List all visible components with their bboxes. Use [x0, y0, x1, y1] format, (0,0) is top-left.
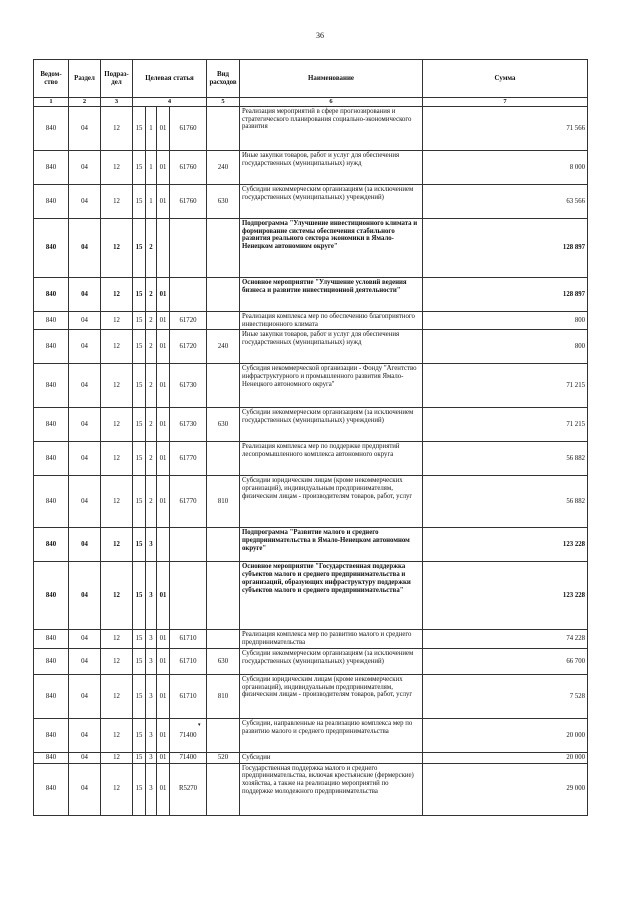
cell-tselevaya-program: 15 — [133, 185, 146, 219]
col-number: 7 — [423, 98, 588, 107]
table-row — [34, 107, 588, 151]
cell-tselevaya-activity: 01 — [157, 630, 170, 648]
cell-podrazdel: 12 — [101, 674, 133, 718]
cell-podrazdel: 12 — [101, 330, 133, 364]
cell-tselevaya-direction — [170, 528, 207, 562]
table-row — [34, 364, 588, 408]
cell-tselevaya-direction: 61720 — [170, 312, 207, 330]
cell-naimenovanie: Подпрограмма "Улучшение инвестиционного климата и формирование системы обеспечения стабильного развития реального сектора экономики в Ямало-Ненецком автономном округе" — [240, 219, 423, 278]
cell-vid-raskhodov — [207, 312, 240, 330]
cell-razdel: 04 — [69, 648, 101, 674]
cell-tselevaya-subprogram: 3 — [146, 562, 157, 630]
cell-vid-raskhodov — [207, 107, 240, 151]
cell-tselevaya-program: 15 — [133, 219, 146, 278]
cell-podrazdel: 12 — [101, 107, 133, 151]
cell-tselevaya-program: 15 — [133, 718, 146, 752]
cell-summa: 20 000 — [423, 752, 588, 763]
cell-podrazdel: 12 — [101, 278, 133, 312]
cell-vedomstvo: 840 — [34, 476, 69, 528]
cell-vedomstvo: 840 — [34, 442, 69, 476]
cell-tselevaya-direction: 61760 — [170, 107, 207, 151]
page-number: 36 — [316, 31, 324, 40]
cell-tselevaya-program: 15 — [133, 278, 146, 312]
cell-razdel: 04 — [69, 718, 101, 752]
cell-vid-raskhodov — [207, 278, 240, 312]
cell-tselevaya-program: 15 — [133, 763, 146, 815]
cell-razdel: 04 — [69, 763, 101, 815]
cell-naimenovanie: Реализация комплекса мер по развитию малого и среднего предпринимательства — [240, 630, 423, 648]
cell-tselevaya-program: 15 — [133, 107, 146, 151]
cell-vedomstvo: 840 — [34, 752, 69, 763]
cell-razdel: 04 — [69, 528, 101, 562]
cell-razdel: 04 — [69, 442, 101, 476]
header-naimenovanie: Наименование — [240, 60, 423, 98]
cell-vid-raskhodov — [207, 718, 240, 752]
cell-summa: 56 882 — [423, 476, 588, 528]
cell-tselevaya-direction: 61710 — [170, 648, 207, 674]
cell-vid-raskhodov: 240 — [207, 330, 240, 364]
cell-tselevaya-subprogram: 1 — [146, 185, 157, 219]
cell-summa: 63 566 — [423, 185, 588, 219]
cell-summa: 8 000 — [423, 151, 588, 185]
cell-vid-raskhodov — [207, 562, 240, 630]
cell-vid-raskhodov: 630 — [207, 185, 240, 219]
cell-vedomstvo: 840 — [34, 408, 69, 442]
cell-tselevaya-direction: 61710 — [170, 630, 207, 648]
cell-vedomstvo: 840 — [34, 151, 69, 185]
cell-tselevaya-activity: 01 — [157, 151, 170, 185]
cell-vedomstvo: 840 — [34, 528, 69, 562]
cell-naimenovanie: Государственная поддержка малого и среднего предпринимательства, включая крестьянские (фермерские) хозяйства, а также на реализацию мероприятий по поддержке молодежного предпринимательства — [240, 763, 423, 815]
cell-podrazdel: 12 — [101, 528, 133, 562]
cell-vedomstvo: 840 — [34, 312, 69, 330]
cell-tselevaya-activity: 01 — [157, 648, 170, 674]
cell-vid-raskhodov: 810 — [207, 476, 240, 528]
cell-tselevaya-subprogram: 3 — [146, 630, 157, 648]
cell-summa: 128 897 — [423, 219, 588, 278]
cell-tselevaya-direction: 61760 — [170, 185, 207, 219]
cell-tselevaya-activity: 01 — [157, 442, 170, 476]
cell-podrazdel: 12 — [101, 763, 133, 815]
cell-tselevaya-direction: 61730 — [170, 364, 207, 408]
cell-tselevaya-program: 15 — [133, 528, 146, 562]
cell-tselevaya-program: 15 — [133, 364, 146, 408]
cell-vedomstvo: 840 — [34, 364, 69, 408]
cell-razdel: 04 — [69, 408, 101, 442]
cell-podrazdel: 12 — [101, 312, 133, 330]
col-number: 2 — [69, 98, 101, 107]
header-vid-raskhodov: Вид расходов — [207, 60, 240, 98]
cell-vedomstvo: 840 — [34, 219, 69, 278]
cell-tselevaya-direction: 71400 — [170, 752, 207, 763]
cell-summa: 71 566 — [423, 107, 588, 151]
cell-tselevaya-subprogram: 2 — [146, 312, 157, 330]
table-row — [34, 185, 588, 219]
cell-vedomstvo: 840 — [34, 107, 69, 151]
table-row — [34, 528, 588, 562]
cell-podrazdel: 12 — [101, 364, 133, 408]
cell-tselevaya-subprogram: 3 — [146, 648, 157, 674]
cell-tselevaya-activity: 01 — [157, 752, 170, 763]
table-row — [34, 476, 588, 528]
cell-tselevaya-activity: 01 — [157, 674, 170, 718]
cell-vedomstvo: 840 — [34, 185, 69, 219]
header-tselevaya-statya: Целевая статья — [133, 60, 207, 98]
cell-tselevaya-direction: 71400 — [170, 718, 207, 752]
cell-podrazdel: 12 — [101, 219, 133, 278]
col-number: 5 — [207, 98, 240, 107]
cell-tselevaya-activity: 01 — [157, 185, 170, 219]
cell-razdel: 04 — [69, 107, 101, 151]
header-summa: Сумма — [423, 60, 588, 98]
col-number: 4 — [133, 98, 207, 107]
cell-vid-raskhodov — [207, 219, 240, 278]
cell-tselevaya-activity — [157, 219, 170, 278]
cell-tselevaya-subprogram: 3 — [146, 752, 157, 763]
scan-mark: ▾ — [198, 723, 201, 728]
cell-tselevaya-program: 15 — [133, 630, 146, 648]
cell-tselevaya-program: 15 — [133, 151, 146, 185]
cell-tselevaya-direction — [170, 278, 207, 312]
cell-tselevaya-program: 15 — [133, 442, 146, 476]
cell-naimenovanie: Реализация комплекса мер по поддержке предприятий лесопромышленного комплекса автономного округа — [240, 442, 423, 476]
cell-vid-raskhodov: 520 — [207, 752, 240, 763]
col-number: 3 — [101, 98, 133, 107]
cell-summa: 29 000 — [423, 763, 588, 815]
cell-naimenovanie: Субсидии — [240, 752, 423, 763]
cell-razdel: 04 — [69, 219, 101, 278]
cell-tselevaya-activity — [157, 528, 170, 562]
cell-naimenovanie: Иные закупки товаров, работ и услуг для обеспечения государственных (муниципальных) нужд — [240, 151, 423, 185]
cell-naimenovanie: Субсидия некоммерческой организации - Фонду "Агентство инфраструктурного и промышленного развития Ямало-Ненецкого автономного округа" — [240, 364, 423, 408]
cell-tselevaya-activity: 01 — [157, 562, 170, 630]
cell-naimenovanie: Субсидии некоммерческим организациям (за исключением государственных (муниципальных) учреждений) — [240, 648, 423, 674]
cell-podrazdel: 12 — [101, 630, 133, 648]
cell-tselevaya-activity: 01 — [157, 408, 170, 442]
cell-podrazdel: 12 — [101, 648, 133, 674]
cell-razdel: 04 — [69, 752, 101, 763]
cell-summa: 128 897 — [423, 278, 588, 312]
cell-vid-raskhodov: 240 — [207, 151, 240, 185]
column-number-row — [34, 98, 588, 107]
table-row — [34, 718, 588, 752]
cell-tselevaya-activity: 01 — [157, 476, 170, 528]
cell-naimenovanie: Реализация мероприятий в сфере прогнозирования и стратегического планирования социально-экономического развития — [240, 107, 423, 151]
table-row — [34, 562, 588, 630]
cell-vid-raskhodov: 630 — [207, 408, 240, 442]
table-row — [34, 219, 588, 278]
cell-razdel: 04 — [69, 312, 101, 330]
cell-podrazdel: 12 — [101, 442, 133, 476]
cell-summa: 56 882 — [423, 442, 588, 476]
header-vedomstvo: Ведом-ство — [34, 60, 69, 98]
cell-tselevaya-program: 15 — [133, 674, 146, 718]
cell-tselevaya-subprogram: 3 — [146, 718, 157, 752]
cell-podrazdel: 12 — [101, 718, 133, 752]
cell-razdel: 04 — [69, 630, 101, 648]
cell-tselevaya-subprogram: 3 — [146, 528, 157, 562]
cell-tselevaya-subprogram: 2 — [146, 476, 157, 528]
cell-naimenovanie: Подпрограмма "Развитие малого и среднего предпринимательства в Ямало-Ненецком автономном округе" — [240, 528, 423, 562]
header-razdel: Раздел — [69, 60, 101, 98]
cell-naimenovanie: Основное мероприятие "Государственная поддержка субъектов малого и среднего предпринимательства и организаций, образующих инфраструктуру поддержки субъектов малого и среднего предпринимательства" — [240, 562, 423, 630]
header-row — [34, 60, 588, 98]
cell-tselevaya-direction — [170, 219, 207, 278]
cell-razdel: 04 — [69, 330, 101, 364]
cell-summa: 7 528 — [423, 674, 588, 718]
cell-naimenovanie: Субсидии юридическим лицам (кроме некоммерческих организаций), индивидуальным предпринимателям, физическим лицам - производителям товаров, работ, услуг — [240, 674, 423, 718]
cell-razdel: 04 — [69, 278, 101, 312]
cell-naimenovanie: Основное мероприятие "Улучшение условий ведения бизнеса и развитие инвестиционной деятельности" — [240, 278, 423, 312]
table-row — [34, 278, 588, 312]
table-row — [34, 763, 588, 815]
cell-vedomstvo: 840 — [34, 648, 69, 674]
cell-podrazdel: 12 — [101, 408, 133, 442]
cell-summa: 123 228 — [423, 528, 588, 562]
cell-tselevaya-direction: 61770 — [170, 476, 207, 528]
cell-vid-raskhodov — [207, 364, 240, 408]
header-podrazdel: Подраз-дел — [101, 60, 133, 98]
cell-summa: 66 700 — [423, 648, 588, 674]
table-row — [34, 312, 588, 330]
cell-tselevaya-activity: 01 — [157, 718, 170, 752]
cell-vedomstvo: 840 — [34, 330, 69, 364]
cell-podrazdel: 12 — [101, 752, 133, 763]
cell-naimenovanie: Реализация комплекса мер по обеспечению благоприятного инвестиционного климата — [240, 312, 423, 330]
cell-summa: 800 — [423, 312, 588, 330]
cell-tselevaya-direction: 61760 — [170, 151, 207, 185]
table-row — [34, 442, 588, 476]
cell-tselevaya-activity: 01 — [157, 364, 170, 408]
cell-tselevaya-direction: 61770 — [170, 442, 207, 476]
cell-tselevaya-subprogram: 3 — [146, 763, 157, 815]
cell-vid-raskhodov — [207, 763, 240, 815]
cell-tselevaya-program: 15 — [133, 752, 146, 763]
col-number: 1 — [34, 98, 69, 107]
cell-vid-raskhodov — [207, 630, 240, 648]
cell-tselevaya-direction: 61720 — [170, 330, 207, 364]
cell-tselevaya-subprogram: 2 — [146, 278, 157, 312]
cell-summa: 800 — [423, 330, 588, 364]
cell-tselevaya-activity: 01 — [157, 107, 170, 151]
cell-tselevaya-program: 15 — [133, 312, 146, 330]
cell-summa: 74 228 — [423, 630, 588, 648]
table-row — [34, 752, 588, 763]
cell-naimenovanie: Субсидии некоммерческим организациям (за исключением государственных (муниципальных) учреждений) — [240, 408, 423, 442]
cell-razdel: 04 — [69, 364, 101, 408]
cell-tselevaya-subprogram: 2 — [146, 330, 157, 364]
cell-naimenovanie: Субсидии некоммерческим организациям (за исключением государственных (муниципальных) учреждений) — [240, 185, 423, 219]
cell-tselevaya-program: 15 — [133, 330, 146, 364]
col-number: 6 — [240, 98, 423, 107]
table-row — [34, 674, 588, 718]
cell-tselevaya-activity: 01 — [157, 330, 170, 364]
cell-tselevaya-program: 15 — [133, 476, 146, 528]
table-row — [34, 151, 588, 185]
cell-razdel: 04 — [69, 185, 101, 219]
cell-summa: 123 228 — [423, 562, 588, 630]
cell-vedomstvo: 840 — [34, 278, 69, 312]
cell-tselevaya-direction: R5270 — [170, 763, 207, 815]
cell-tselevaya-direction: 61730 — [170, 408, 207, 442]
table-row — [34, 408, 588, 442]
cell-razdel: 04 — [69, 674, 101, 718]
cell-tselevaya-activity: 01 — [157, 763, 170, 815]
cell-vid-raskhodov: 630 — [207, 648, 240, 674]
cell-podrazdel: 12 — [101, 562, 133, 630]
cell-vedomstvo: 840 — [34, 562, 69, 630]
cell-razdel: 04 — [69, 151, 101, 185]
cell-razdel: 04 — [69, 476, 101, 528]
cell-podrazdel: 12 — [101, 151, 133, 185]
cell-tselevaya-subprogram: 2 — [146, 408, 157, 442]
cell-tselevaya-subprogram: 2 — [146, 219, 157, 278]
budget-table — [33, 59, 588, 816]
cell-summa: 71 215 — [423, 408, 588, 442]
table-row — [34, 630, 588, 648]
cell-podrazdel: 12 — [101, 476, 133, 528]
cell-naimenovanie: Субсидии, направленные на реализацию комплекса мер по развитию малого и среднего предпринимательства — [240, 718, 423, 752]
cell-tselevaya-subprogram: 1 — [146, 107, 157, 151]
cell-podrazdel: 12 — [101, 185, 133, 219]
table-row — [34, 330, 588, 364]
cell-tselevaya-direction: 61710 — [170, 674, 207, 718]
cell-vedomstvo: 840 — [34, 674, 69, 718]
cell-vid-raskhodov — [207, 442, 240, 476]
cell-tselevaya-activity: 01 — [157, 312, 170, 330]
cell-vedomstvo: 840 — [34, 718, 69, 752]
cell-summa: 20 000 — [423, 718, 588, 752]
cell-vedomstvo: 840 — [34, 630, 69, 648]
cell-vid-raskhodov: 810 — [207, 674, 240, 718]
cell-vid-raskhodov — [207, 528, 240, 562]
table-row — [34, 648, 588, 674]
cell-tselevaya-program: 15 — [133, 562, 146, 630]
cell-naimenovanie: Иные закупки товаров, работ и услуг для обеспечения государственных (муниципальных) нужд — [240, 330, 423, 364]
table-body — [34, 107, 588, 816]
cell-tselevaya-subprogram: 2 — [146, 442, 157, 476]
cell-summa: 71 215 — [423, 364, 588, 408]
cell-tselevaya-program: 15 — [133, 648, 146, 674]
cell-vedomstvo: 840 — [34, 763, 69, 815]
cell-razdel: 04 — [69, 562, 101, 630]
cell-tselevaya-program: 15 — [133, 408, 146, 442]
cell-tselevaya-subprogram: 1 — [146, 151, 157, 185]
cell-naimenovanie: Субсидии юридическим лицам (кроме некоммерческих организаций), индивидуальным предпринимателям, физическим лицам - производителям товаров, работ, услуг — [240, 476, 423, 528]
cell-tselevaya-subprogram: 2 — [146, 364, 157, 408]
cell-tselevaya-subprogram: 3 — [146, 674, 157, 718]
cell-tselevaya-activity: 01 — [157, 278, 170, 312]
cell-tselevaya-direction — [170, 562, 207, 630]
